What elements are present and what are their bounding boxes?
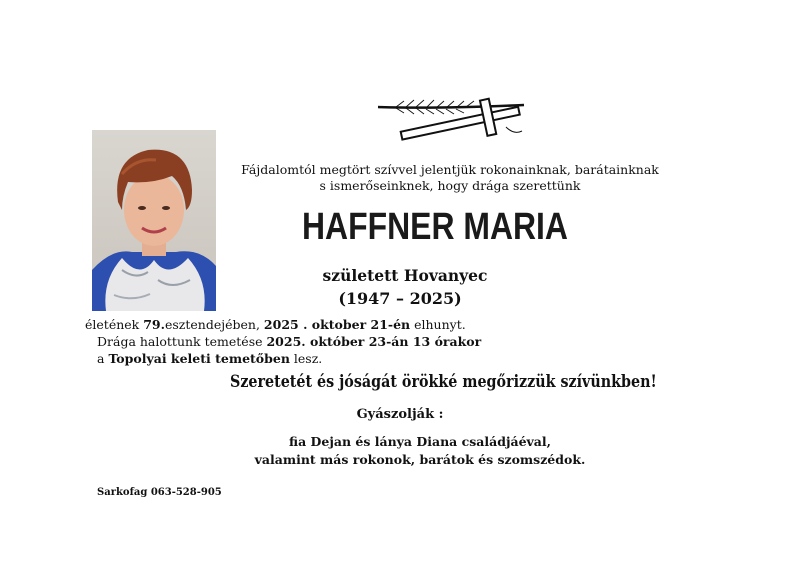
- funeral-service-contact: Sarkofag 063-528-905: [97, 487, 222, 498]
- cemetery-line: [97, 351, 322, 366]
- cemetery-text-pre: a: [97, 351, 109, 366]
- family-line-2: valamint más rokonok, barátok és szomszédok.: [254, 452, 586, 467]
- memorial-motto: Szeretetét és jóságát örökké megőrizzük szívünkben!: [230, 372, 657, 392]
- cemetery-name: Topolyai keleti temetőben: [108, 351, 290, 366]
- death-text-pre: életének: [85, 317, 144, 332]
- funeral-datetime: 2025. október 23-án 13 órakor: [266, 334, 482, 349]
- age-value: 79.: [143, 317, 165, 332]
- funeral-text-pre: Drága halottunk temetése: [97, 334, 267, 349]
- death-date: 2025 . oktober 21-én: [263, 317, 411, 332]
- cemetery-text-post: lesz.: [289, 351, 323, 366]
- family-line-1: fia Dejan és lánya Diana családjáéval,: [289, 434, 551, 449]
- deceased-name: HAFFNER MARIA: [302, 206, 568, 248]
- intro-line-2: s ismerőseinknek, hogy drága szerettünk: [319, 178, 581, 193]
- intro-line-1: Fájdalomtól megtört szívvel jelentjük rokonainknak, barátainknak: [241, 162, 659, 177]
- mourners-heading: Gyászolják :: [356, 407, 444, 422]
- cross-with-palm-branch-icon: [376, 97, 526, 141]
- maiden-name: született Hovanyec: [322, 266, 488, 285]
- life-years: (1947 – 2025): [338, 289, 462, 308]
- death-text-post: elhunyt.: [410, 317, 466, 332]
- death-text-mid: esztendejében,: [164, 317, 264, 332]
- death-notice-line: [85, 317, 466, 332]
- funeral-line: [97, 334, 481, 349]
- portrait-photo: [92, 130, 216, 311]
